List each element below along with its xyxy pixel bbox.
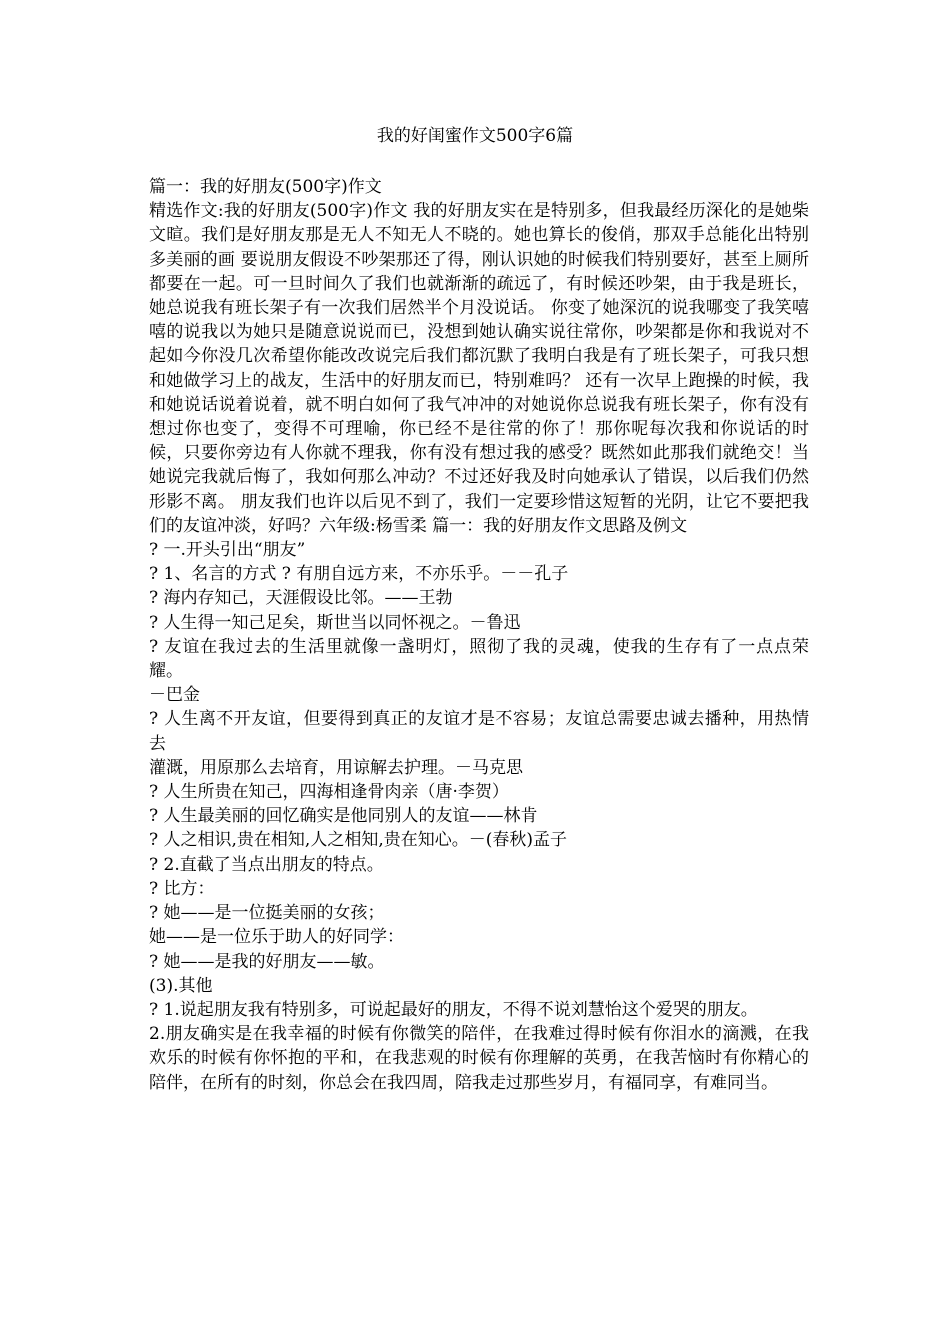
essay-paragraph: 精选作文:我的好朋友(500字)作文 我的好朋友实在是特别多，但我最经历深化的是她柴文暄。我们是好朋友那是无人不知无人不晓的。她也算长的俊俏，那双手总能化出特别多美丽的画 要说朋友假设不吵架那还了得，刚认识她的时候我们特别要好，甚至上厕所都要在一起。可一旦时间久了我们也就渐渐的疏远了，有时候还吵架，由于我是班长，她总说我有班长架子有一次我们居然半个月没说话。 你变了她深沉的说我哪变了我笑嘻嘻的说我以为她只是随意说说而已，没想到她认确实说往常你，吵架都是你和我说对不起如今你没几次希望你能改改说完后我们都沉默了我明白我是有了班长架子，可我只想和她做学习上的战友，生活中的好朋友而已，特别难吗？ 还有一次早上跑操的时候，我和她说话说着说着，就不明白如何了我气冲冲的对她说你总说我有班长架子，你有没有想过你也变了，变得不可理喻，你已经不是往常的你了！那你呢每次我和你说话的时候，只要你旁边有人你就不理我，你有没有想过我的感受？既然如此那我们就绝交！当她说完我就后悔了，我如何那么冲动？不过还好我及时向她承认了错误，以后我们仍然形影不离。 朋友我们也许以后见不到了，我们一定要珍惜这短暂的光阴，让它不要把我们的友谊冲淡，好吗？六年级:杨雪柔 篇一：我的好朋友作文思路及例文 bbox=[149, 201, 809, 536]
outline-heading: ? 一.开头引出“朋友” bbox=[149, 540, 306, 561]
quote-line: ? 人生离不开友谊，但要得到真正的友谊才是不容易；友谊总需要忠诚去播种，用热情去 bbox=[149, 709, 809, 754]
quote-line: ? 人之相识,贵在相知,人之相知,贵在知心。－(春秋)孟子 bbox=[149, 830, 567, 851]
quote-line: ? 1、名言的方式 ? 有朋自远方来，不亦乐乎。－－孔子 bbox=[149, 564, 569, 585]
quote-line: ? 人生所贵在知己，四海相逢骨肉亲（唐·李贺） bbox=[149, 782, 509, 803]
text-line: ? 她——是我的好朋友——敏。 bbox=[149, 951, 385, 972]
quote-line: ? 人生得一知己足矣，斯世当以同怀视之。－鲁迅 bbox=[149, 612, 521, 633]
quote-line: 灌溉，用原那么去培育，用谅解去护理。－马克思 bbox=[149, 757, 523, 778]
document-body bbox=[149, 175, 809, 1095]
outline-heading: (3).其他 bbox=[149, 975, 213, 996]
quote-attribution: －巴金 bbox=[149, 685, 200, 706]
text-line: ? 她——是一位挺美丽的女孩； bbox=[149, 903, 385, 924]
section-heading: 篇一：我的好朋友(500字)作文 bbox=[149, 177, 382, 197]
quote-line: ? 人生最美丽的回忆确实是他同别人的友谊——林肯 bbox=[149, 806, 538, 827]
text-paragraph: ? 1.说起朋友我有特别多，可说起最好的朋友，不得不说刘慧怡这个爱哭的朋友。 bbox=[149, 999, 758, 1020]
text-line: 她——是一位乐于助人的好同学： bbox=[149, 927, 404, 948]
quote-line: ? 海内存知己，天涯假设比邻。——王勃 bbox=[149, 588, 453, 609]
document-title: 我的好闺蜜作文500字6篇 bbox=[376, 126, 574, 146]
text-line: ? 比方： bbox=[149, 878, 215, 899]
quote-line: ? 友谊在我过去的生活里就像一盏明灯，照彻了我的灵魂，使我的生存有了一点点荣耀。 bbox=[149, 636, 809, 682]
text-paragraph: 2.朋友确实是在我幸福的时候有你微笑的陪伴，在我难过得时候有你泪水的滴溅，在我欢乐的时候有你怀抱的平和，在我悲观的时候有你理解的英勇，在我苦恼时有你精心的陪伴，在所有的时刻，你总会在我四周，陪我走过那些岁月，有福同享，有难同当。 bbox=[149, 1024, 809, 1093]
outline-heading: ? 2.直截了当点出朋友的特点。 bbox=[149, 854, 384, 875]
